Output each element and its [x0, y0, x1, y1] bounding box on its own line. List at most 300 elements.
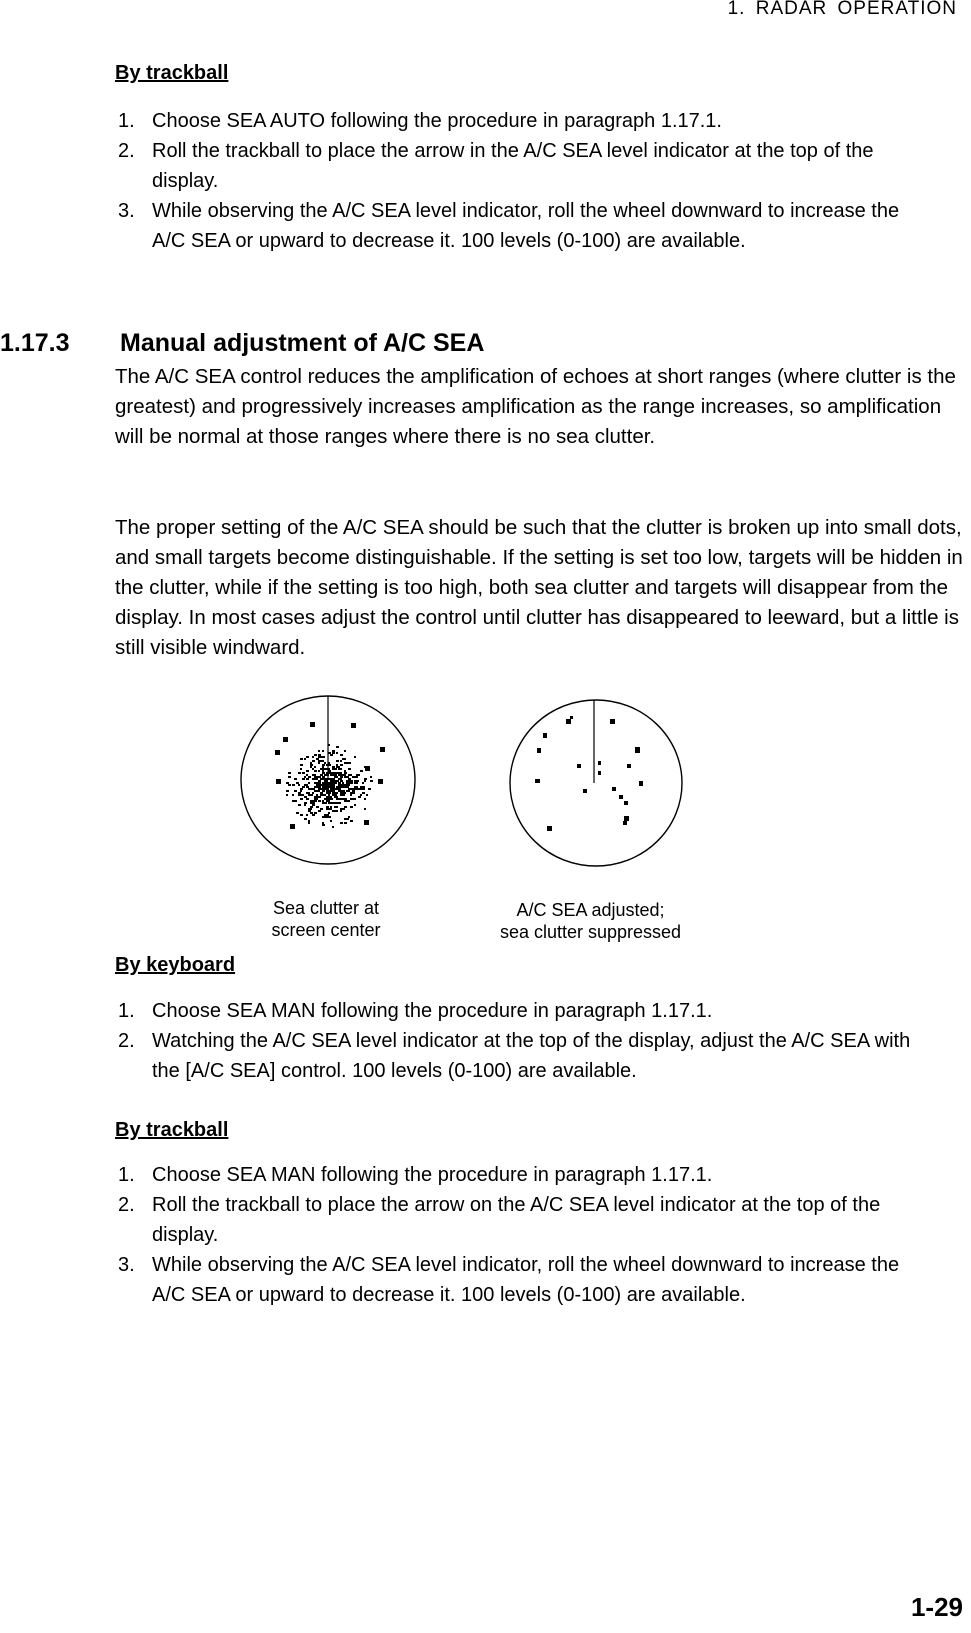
clutter-dot: [326, 814, 329, 816]
clutter-dot: [320, 778, 322, 780]
clutter-dot: [314, 754, 317, 756]
clutter-dot: [308, 776, 311, 778]
clutter-dot: [308, 820, 310, 822]
clutter-dot: [304, 776, 306, 778]
clutter-dot: [308, 822, 310, 824]
clutter-dot: [342, 794, 345, 796]
clutter-dot: [344, 792, 346, 794]
clutter-dot: [328, 768, 330, 770]
clutter-dot: [334, 774, 337, 776]
clutter-dot: [338, 784, 341, 786]
clutter-dot: [334, 768, 337, 770]
list-item: [118, 106, 918, 136]
clutter-dot: [330, 788, 333, 790]
clutter-dot: [318, 780, 321, 782]
clutter-dot: [306, 798, 309, 800]
clutter-dot: [352, 788, 354, 790]
clutter-dot: [314, 790, 316, 792]
clutter-dot: [336, 746, 339, 748]
clutter-dot: [334, 794, 337, 796]
clutter-dot: [322, 790, 325, 792]
clutter-dot: [312, 788, 315, 790]
clutter-dot: [288, 776, 291, 778]
clutter-dot: [286, 790, 289, 792]
clutter-dot: [340, 776, 343, 778]
step-number: 3.: [118, 200, 135, 222]
clutter-dot: [344, 800, 346, 802]
clutter-dot: [320, 784, 322, 786]
caption-line: A/C SEA adjusted;: [516, 900, 665, 920]
clutter-dot: [332, 826, 334, 828]
clutter-dot: [322, 766, 324, 768]
clutter-dot: [354, 788, 357, 790]
clutter-dot: [306, 784, 308, 786]
clutter-dot: [318, 770, 320, 772]
clutter-dot: [320, 794, 323, 796]
clutter-dot: [342, 758, 344, 760]
clutter-dot: [312, 778, 314, 780]
step-text: Choose SEA AUTO following the procedure in paragraph 1.17.1.: [152, 110, 722, 132]
clutter-dot: [338, 778, 340, 780]
clutter-dot: [322, 776, 324, 778]
clutter-dot: [310, 766, 312, 768]
clutter-dot: [344, 822, 347, 824]
clutter-dot: [322, 778, 324, 780]
list-item: [118, 1190, 933, 1250]
target-echo: [275, 750, 280, 755]
clutter-dot: [328, 794, 330, 796]
clutter-dot: [362, 788, 365, 790]
clutter-dot: [340, 786, 342, 788]
paragraph-1: The A/C SEA control reduces the amplification of echoes at short ranges (where clutter is the greatest) and progressively increases amplification as the range increases, so amplification will be normal at those ranges where there is no sea clutter.: [115, 365, 956, 448]
clutter-dot: [364, 780, 366, 782]
clutter-dot: [344, 818, 347, 820]
clutter-dot: [350, 792, 352, 794]
target-echo: [610, 719, 615, 724]
step-number: 2.: [118, 1030, 135, 1052]
clutter-dot: [322, 750, 324, 752]
target-echo: [623, 821, 627, 825]
target-echo: [624, 816, 629, 821]
clutter-dot: [330, 820, 332, 822]
target-echo: [290, 824, 295, 829]
step-number: 1.: [118, 1000, 135, 1022]
radar-scope-sea-clutter: [238, 694, 418, 866]
clutter-dot: [310, 806, 313, 808]
clutter-dot: [304, 804, 306, 806]
clutter-dot: [350, 780, 353, 782]
clutter-dot: [354, 798, 356, 800]
clutter-dot: [334, 788, 336, 790]
target-echo: [364, 820, 369, 825]
step-number: 2.: [118, 1194, 135, 1216]
clutter-dot: [346, 782, 348, 784]
clutter-dot: [314, 800, 317, 802]
clutter-dot: [346, 776, 349, 778]
clutter-dot: [322, 816, 324, 818]
clutter-dot: [298, 792, 301, 794]
clutter-dot: [326, 788, 329, 790]
clutter-dot: [318, 782, 321, 784]
clutter-dot: [336, 806, 338, 808]
clutter-dot: [336, 752, 338, 754]
clutter-dot: [322, 786, 324, 788]
clutter-dot: [348, 800, 350, 802]
clutter-dot: [302, 772, 305, 774]
clutter-dot: [342, 782, 344, 784]
clutter-dot: [300, 758, 303, 760]
clutter-dot: [324, 794, 326, 796]
clutter-dot: [344, 762, 346, 764]
clutter-dot: [324, 802, 327, 804]
step-text: While observing the A/C SEA level indicator, roll the wheel downward to increase the A/C SEA or upward to decrease it. 100 levels (0-100) are available.: [152, 1254, 900, 1306]
list-item: [118, 196, 918, 256]
clutter-dot: [288, 772, 291, 774]
target-echo: [543, 733, 547, 738]
clutter-dot: [320, 756, 322, 758]
clutter-dot: [326, 808, 328, 810]
subheading-trackball-auto: By trackball: [115, 62, 229, 84]
clutter-dot: [346, 780, 348, 782]
clutter-dot: [340, 794, 342, 796]
clutter-dot: [302, 778, 305, 780]
clutter-dot: [320, 768, 323, 770]
clutter-dot: [312, 792, 314, 794]
clutter-dot: [324, 814, 326, 816]
caption-line: screen center: [271, 920, 381, 940]
clutter-dot: [322, 822, 324, 824]
clutter-dot: [338, 788, 341, 790]
target-echo: [635, 747, 640, 753]
section-number: 1.17.3: [0, 329, 70, 357]
clutter-dot: [342, 786, 344, 788]
clutter-dot: [292, 794, 294, 796]
clutter-dot: [304, 758, 306, 760]
clutter-dot: [360, 794, 362, 796]
clutter-dot: [318, 776, 321, 778]
clutter-dot: [306, 786, 309, 788]
clutter-dot: [340, 778, 342, 780]
clutter-dot: [340, 790, 342, 792]
clutter-dot: [306, 770, 309, 772]
clutter-dot: [356, 780, 359, 782]
caption-line: sea clutter suppressed: [499, 922, 682, 942]
clutter-dot: [342, 790, 345, 792]
clutter-dot: [326, 792, 328, 794]
clutter-dot: [294, 778, 297, 780]
clutter-dot: [318, 756, 320, 758]
subheading-trackball-manual: By trackball: [115, 1119, 229, 1141]
target-echo: [570, 716, 573, 719]
caption-sea-clutter: [246, 897, 406, 941]
clutter-dot: [332, 786, 335, 788]
clutter-dot: [348, 768, 351, 770]
target-echo: [351, 723, 356, 728]
clutter-dot: [288, 784, 291, 786]
clutter-dot: [348, 788, 351, 790]
clutter-dot: [300, 768, 302, 770]
clutter-dot: [300, 788, 303, 790]
clutter-dot: [336, 760, 339, 762]
clutter-dot: [334, 772, 336, 774]
clutter-dot: [318, 754, 321, 756]
clutter-dot: [344, 776, 346, 778]
target-echo: [547, 826, 552, 831]
clutter-dot: [356, 776, 358, 778]
trackball-manual-steps: [118, 1160, 933, 1310]
clutter-dot: [316, 790, 318, 792]
clutter-dot: [336, 788, 338, 790]
clutter-dot: [366, 794, 368, 796]
clutter-dot: [348, 780, 350, 782]
clutter-dot: [340, 780, 343, 782]
clutter-dot: [314, 796, 317, 798]
clutter-dot: [308, 808, 310, 810]
clutter-dot: [298, 784, 300, 786]
clutter-dot: [344, 770, 346, 772]
clutter-dot: [350, 806, 353, 808]
clutter-dot: [358, 774, 360, 776]
clutter-dot: [334, 802, 336, 804]
clutter-dot: [326, 806, 329, 808]
clutter-dot: [352, 790, 355, 792]
subheading-keyboard: By keyboard: [115, 954, 236, 976]
step-text: Choose SEA MAN following the procedure in paragraph 1.17.1.: [152, 1000, 713, 1022]
clutter-dot: [316, 776, 318, 778]
clutter-dot: [336, 792, 338, 794]
clutter-dot: [286, 782, 289, 784]
clutter-dot: [316, 758, 319, 760]
clutter-dot: [326, 798, 328, 800]
trackball-auto-steps: [118, 106, 918, 256]
clutter-dot: [328, 786, 330, 788]
section-title: Manual adjustment of A/C SEA: [120, 329, 485, 357]
clutter-dot: [334, 796, 337, 798]
clutter-dot: [306, 778, 309, 780]
clutter-dot: [324, 762, 326, 764]
clutter-dot: [326, 774, 329, 776]
target-echo: [577, 764, 581, 768]
step-number: 3.: [118, 1254, 135, 1276]
clutter-dot: [326, 816, 329, 818]
clutter-dot: [328, 808, 330, 810]
clutter-dot: [296, 812, 299, 814]
clutter-dot: [354, 776, 356, 778]
clutter-dot: [338, 798, 340, 800]
clutter-dot: [312, 756, 314, 758]
clutter-dot: [312, 802, 315, 804]
clutter-dot: [310, 802, 312, 804]
clutter-dot: [326, 796, 328, 798]
clutter-dot: [314, 782, 316, 784]
clutter-dot: [328, 802, 330, 804]
clutter-dot: [340, 772, 342, 774]
clutter-dot: [320, 792, 323, 794]
clutter-dot: [330, 808, 332, 810]
keyboard-steps: [118, 996, 928, 1086]
clutter-dot: [314, 798, 317, 800]
clutter-dot: [336, 772, 338, 774]
clutter-dot: [302, 786, 305, 788]
target-echo: [380, 747, 385, 752]
target-echo: [624, 801, 628, 805]
clutter-dot: [304, 796, 307, 798]
clutter-dot: [318, 790, 320, 792]
clutter-dot: [350, 794, 352, 796]
clutter-dot: [344, 772, 347, 774]
clutter-dot: [332, 784, 335, 786]
clutter-dot: [368, 788, 371, 790]
clutter-dot: [336, 764, 338, 766]
clutter-dot: [336, 766, 339, 768]
clutter-dot: [316, 784, 318, 786]
clutter-dot: [328, 778, 331, 780]
target-echo: [535, 779, 540, 783]
clutter-dot: [298, 794, 300, 796]
clutter-dot: [350, 774, 352, 776]
clutter-dot: [348, 778, 350, 780]
clutter-dot: [304, 802, 307, 804]
clutter-dot: [330, 754, 333, 756]
clutter-dot: [328, 792, 330, 794]
clutter-dot: [348, 784, 350, 786]
clutter-dot: [348, 782, 350, 784]
clutter-dot: [308, 788, 310, 790]
clutter-dot: [324, 788, 326, 790]
paragraph-2: The proper setting of the A/C SEA should be such that the clutter is broken up into small dots, and small targets become distinguishable. If the setting is set too low, targets will be hidden in the clutter, while if the setting is too high, both sea clutter and targets will disappear from the display. In most cases adjust the control until clutter has disappeared to leeward, but a little is still visible windward.: [115, 516, 963, 659]
clutter-dot: [364, 808, 366, 810]
target-echo: [378, 779, 383, 784]
clutter-dot: [344, 806, 347, 808]
clutter-dot: [346, 786, 348, 788]
clutter-dot: [318, 796, 321, 798]
clutter-dot: [332, 778, 334, 780]
step-text: Watching the A/C SEA level indicator at the top of the display, adjust the A/C SEA with the [A/C SEA] control. 100 levels (0-100) are available.: [152, 1030, 911, 1082]
clutter-dot: [318, 800, 321, 802]
clutter-dot: [352, 798, 354, 800]
clutter-dot: [326, 778, 328, 780]
step-text: While observing the A/C SEA level indicator, roll the wheel downward to increase the A/C SEA or upward to decrease it. 100 levels (0-100) are available.: [152, 200, 900, 252]
clutter-dot: [322, 824, 325, 826]
clutter-dot: [326, 784, 329, 786]
clutter-dot: [332, 750, 335, 752]
clutter-dot: [306, 774, 308, 776]
clutter-dot: [334, 806, 336, 808]
clutter-dot: [344, 798, 347, 800]
target-echo: [598, 761, 601, 765]
clutter-dot: [350, 782, 353, 784]
clutter-dot: [294, 790, 297, 792]
clutter-dot: [370, 780, 373, 782]
clutter-dot: [334, 810, 337, 812]
clutter-dot: [348, 816, 350, 818]
clutter-dot: [332, 782, 334, 784]
clutter-dot: [340, 760, 342, 762]
target-echo: [566, 719, 571, 724]
clutter-dot: [310, 808, 312, 810]
clutter-dot: [362, 792, 365, 794]
step-number: 1.: [118, 110, 135, 132]
clutter-dot: [356, 786, 358, 788]
page-number: 1-29: [910, 1592, 963, 1622]
clutter-dot: [300, 814, 303, 816]
clutter-dot: [314, 778, 317, 780]
clutter-dot: [322, 784, 325, 786]
section-heading: [0, 329, 484, 358]
clutter-dot: [310, 800, 313, 802]
target-echo: [310, 722, 315, 727]
clutter-dot: [298, 804, 301, 806]
clutter-dot: [314, 766, 316, 768]
clutter-dot: [360, 770, 363, 772]
clutter-dot: [332, 774, 334, 776]
clutter-dot: [338, 782, 341, 784]
clutter-dot: [300, 794, 302, 796]
clutter-dot: [322, 802, 324, 804]
clutter-dot: [296, 782, 299, 784]
clutter-dot: [298, 772, 301, 774]
clutter-dot: [310, 794, 313, 796]
clutter-dot: [326, 764, 329, 766]
clutter-dot: [352, 792, 354, 794]
target-echo: [365, 766, 370, 771]
clutter-dot: [324, 786, 327, 788]
list-item: [118, 996, 928, 1026]
clutter-dot: [320, 808, 323, 810]
clutter-dot: [294, 800, 297, 802]
clutter-dot: [328, 772, 330, 774]
clutter-dot: [292, 800, 294, 802]
clutter-dot: [338, 774, 341, 776]
clutter-dot: [338, 786, 340, 788]
clutter-dot: [304, 818, 307, 820]
clutter-dot: [332, 766, 335, 768]
clutter-dot: [304, 784, 306, 786]
clutter-dot: [324, 816, 326, 818]
clutter-dot: [316, 806, 319, 808]
clutter-dot: [292, 784, 295, 786]
clutter-dot: [328, 762, 330, 764]
clutter-dot: [322, 782, 324, 784]
clutter-dot: [300, 790, 302, 792]
target-echo: [283, 737, 288, 742]
clutter-dot: [332, 752, 335, 754]
clutter-dot: [350, 820, 353, 822]
clutter-dot: [318, 750, 320, 752]
clutter-dot: [340, 822, 343, 824]
step-text: Roll the trackball to place the arrow in the A/C SEA level indicator at the top of the display.: [152, 140, 874, 192]
clutter-dot: [344, 786, 346, 788]
clutter-dot: [322, 764, 325, 766]
target-echo: [627, 764, 631, 768]
clutter-dot: [364, 798, 366, 800]
clutter-dot: [310, 812, 312, 814]
clutter-dot: [318, 762, 320, 764]
clutter-dot: [346, 762, 349, 764]
clutter-dot: [364, 778, 367, 780]
clutter-dot: [344, 758, 346, 760]
clutter-dot: [328, 798, 331, 800]
target-echo: [276, 779, 281, 784]
clutter-dot: [354, 780, 356, 782]
clutter-dot: [332, 772, 334, 774]
clutter-dot: [308, 792, 310, 794]
clutter-dot: [330, 796, 332, 798]
target-echo: [612, 787, 616, 791]
clutter-dot: [338, 802, 341, 804]
clutter-dot: [286, 794, 288, 796]
clutter-dot: [326, 790, 328, 792]
